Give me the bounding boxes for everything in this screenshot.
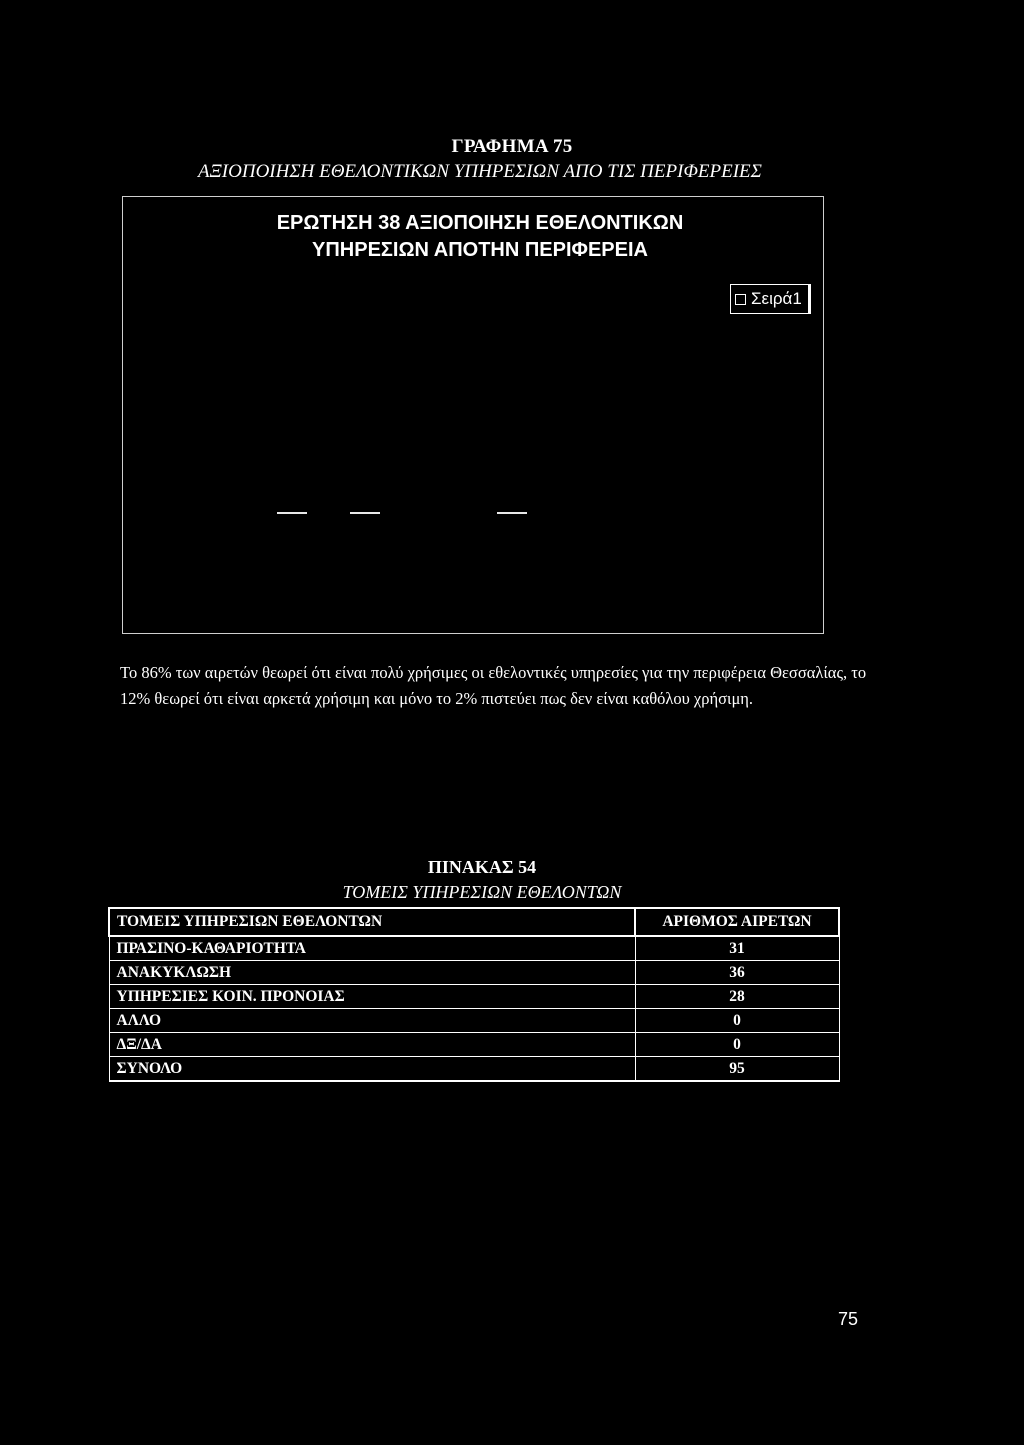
header-count: ΑΡΙΘΜΟΣ ΑΙΡΕΤΩΝ bbox=[635, 908, 839, 936]
table-title: ΠΙΝΑΚΑΣ 54 bbox=[427, 857, 537, 877]
cell-count: 36 bbox=[635, 961, 839, 985]
page-number: 75 bbox=[838, 1309, 859, 1329]
cell-sector: ΔΞ/ΔΑ bbox=[109, 1033, 635, 1057]
figure-caption-title: ΓΡΑΦΗΜΑ 75 bbox=[451, 136, 573, 157]
sectors-table bbox=[108, 907, 840, 1082]
body-paragraph: Το 86% των αιρετών θεωρεί ότι είναι πολύ χρήσιμες οι εθελοντικές υπηρεσίες για την περιφέρεια Θεσσαλίας, το 12% θεωρεί ότι είναι αρκετά χρήσιμη και μόνο το 2% πιστεύει πως δεν είναι καθόλου χρήσιμη. bbox=[120, 663, 867, 708]
chart-bar-mark-2 bbox=[350, 512, 380, 514]
cell-sector: ΥΠΗΡΕΣΙΕΣ ΚΟΙΝ. ΠΡΟΝΟΙΑΣ bbox=[109, 985, 635, 1009]
cell-count: 0 bbox=[635, 1033, 839, 1057]
chart-title-line-1: ΕΡΩΤΗΣΗ 38 ΑΞΙΟΠΟΙΗΣΗ ΕΘΕΛΟΝΤΙΚΩΝ bbox=[276, 212, 684, 234]
cell-sector: ΣΥΝΟΛΟ bbox=[109, 1057, 635, 1082]
cell-sector: ΠΡΑΣΙΝΟ-ΚΑΘΑΡΙΟΤΗΤΑ bbox=[109, 936, 635, 961]
table-row bbox=[109, 1009, 839, 1033]
cell-sector: ΑΝΑΚΥΚΛΩΣΗ bbox=[109, 961, 635, 985]
cell-count: 28 bbox=[635, 985, 839, 1009]
table-row bbox=[109, 985, 839, 1009]
chart-title bbox=[200, 210, 760, 264]
cell-sector: ΑΛΛΟ bbox=[109, 1009, 635, 1033]
table-row bbox=[109, 936, 839, 961]
legend-swatch bbox=[735, 294, 746, 305]
header-sector: ΤΟΜΕΙΣ ΥΠΗΡΕΣΙΩΝ ΕΘΕΛΟΝΤΩΝ bbox=[109, 908, 635, 936]
chart-legend bbox=[730, 284, 811, 314]
legend-label: Σειρά1 bbox=[751, 289, 802, 308]
figure-caption-subtitle: ΑΞΙΟΠΟΙΗΣΗ ΕΘΕΛΟΝΤΙΚΩΝ ΥΠΗΡΕΣΙΩΝ ΑΠΟ ΤΙΣ ΠΕΡΙΦΕΡΕΙΕΣ bbox=[198, 161, 762, 182]
chart-bar-mark-3 bbox=[497, 512, 527, 514]
table-subtitle: ΤΟΜΕΙΣ ΥΠΗΡΕΣΙΩΝ ΕΘΕΛΟΝΤΩΝ bbox=[342, 882, 622, 902]
cell-count: 95 bbox=[635, 1057, 839, 1082]
cell-count: 31 bbox=[635, 936, 839, 961]
cell-count: 0 bbox=[635, 1009, 839, 1033]
table-header-row bbox=[109, 908, 839, 936]
table-row bbox=[109, 961, 839, 985]
table-row bbox=[109, 1033, 839, 1057]
chart-title-line-2: ΥΠΗΡΕΣΙΩΝ ΑΠΟΤΗΝ ΠΕΡΙΦΕΡΕΙΑ bbox=[312, 239, 648, 261]
table-total-row bbox=[109, 1057, 839, 1082]
chart-bar-mark-1 bbox=[277, 512, 307, 514]
